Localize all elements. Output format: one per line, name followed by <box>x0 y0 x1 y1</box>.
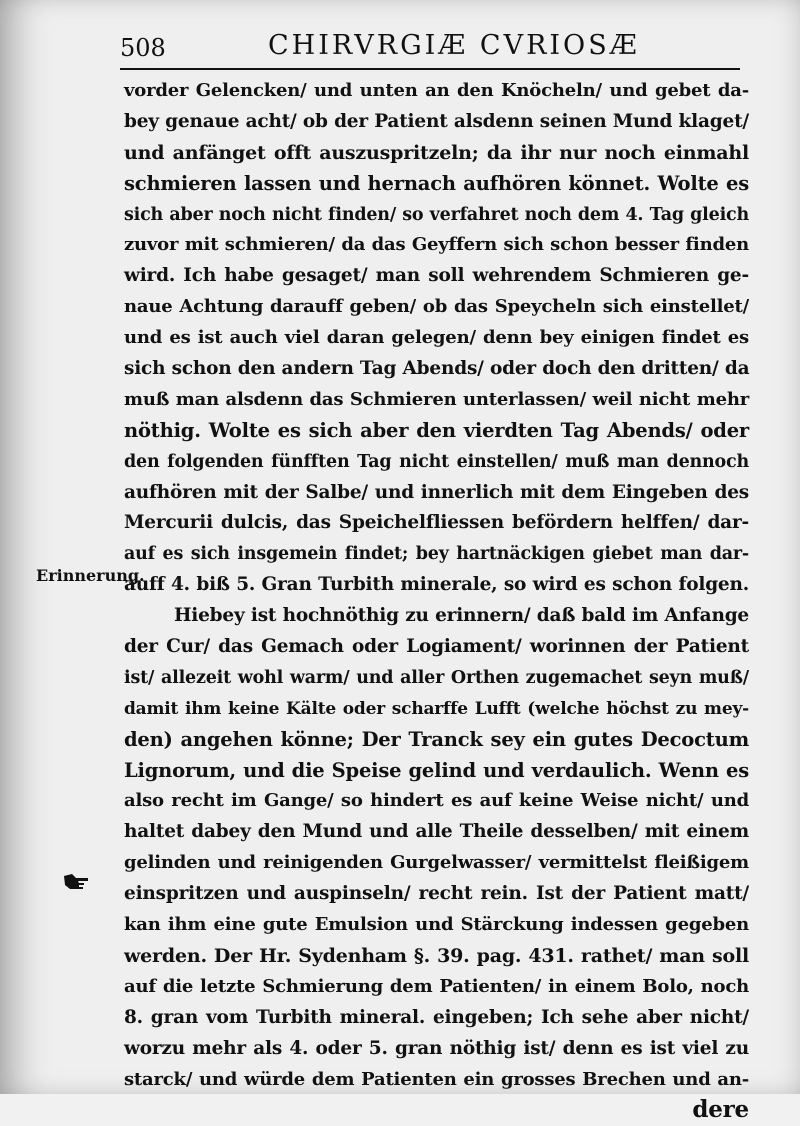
text-line: zuvor mit schmieren/ da das Geyffern sich schon besser finden <box>124 234 749 256</box>
text-line: 8. gran vom Turbith mineral. eingeben; Ich sehe aber nicht/ <box>124 1006 749 1028</box>
text-line: damit ihm keine Kälte oder scharffe Lufft (welche höchst zu mey- <box>124 698 749 719</box>
text-line: sich aber noch nicht finden/ so verfahret noch dem 4. Tag gleich <box>124 204 749 225</box>
text-line: ist/ allezeit wohl warm/ und aller Orthen zugemachet seyn muß/ <box>124 667 749 688</box>
margin-note: Erinnerung. <box>36 566 145 585</box>
text-line: sich schon den andern Tag Abends/ oder doch den dritten/ da <box>124 358 750 380</box>
text-line: schmieren lassen und hernach aufhören könnet. Wolte es <box>124 171 749 195</box>
text-line: werden. Der Hr. Sydenham §. 39. pag. 431. rathet/ man soll <box>124 944 749 967</box>
page-number: 508 <box>120 34 166 62</box>
body-text <box>124 76 749 1126</box>
text-line: Lignorum, und die Speise gelind und verdaulich. Wenn es <box>124 758 749 782</box>
text-line: muß man alsdenn das Schmieren unterlassen/ weil nicht mehr <box>124 388 749 410</box>
text-line: nöthig. Wolte es sich aber den vierdten Tag Abends/ oder <box>124 418 749 442</box>
text-line: naue Achtung darauff geben/ ob das Speycheln sich einstellet/ <box>124 296 749 318</box>
text-line: Hiebey ist hochnöthig zu erinnern/ daß bald im Anfange <box>174 605 749 627</box>
text-line: Mercurii dulcis, das Speichelfliessen befördern helffen/ dar- <box>124 512 749 534</box>
text-line: auf es sich insgemein findet; bey hartnäckigen giebet man dar- <box>124 544 749 565</box>
catchword: dere <box>692 1096 749 1124</box>
text-line: auff 4. biß 5. Gran Turbith minerale, so wird es schon folgen. <box>124 574 749 596</box>
text-line: haltet dabey den Mund und alle Theile desselben/ mit einem <box>124 821 749 843</box>
text-line: einspritzen und auspinseln/ recht rein. Ist der Patient matt/ <box>124 883 749 905</box>
header-rule <box>120 68 740 70</box>
text-line: worzu mehr als 4. oder 5. gran nöthig ist/ denn es ist viel zu <box>124 1037 749 1059</box>
text-line: der Cur/ das Gemach oder Logiament/ worinnen der Patient <box>124 636 749 658</box>
text-line: wird. Ich habe gesaget/ man soll wehrendem Schmieren ge- <box>124 265 749 287</box>
text-line: also recht im Gange/ so hindert es auf keine Weise nicht/ und <box>124 790 749 812</box>
text-line: und es ist auch viel daran gelegen/ denn bey einigen findet es <box>124 327 749 349</box>
text-line: kan ihm eine gute Emulsion und Stärckung indessen gegeben <box>124 914 749 936</box>
text-line: vorder Gelencken/ und unten an den Knöcheln/ und gebet da- <box>124 80 749 101</box>
text-line: auf die letzte Schmierung dem Patienten/ in einem Bolo, noch <box>124 975 749 997</box>
running-title: CHIRVRGIÆ CVRIOSÆ <box>268 30 640 61</box>
text-line: bey genaue acht/ ob der Patient alsdenn seinen Mund klaget/ <box>124 110 749 132</box>
text-line: und anfänget offt auszuspritzeln; da ihr nur noch einmahl <box>124 141 749 164</box>
text-line: starck/ und würde dem Patienten ein grosses Brechen und an- <box>124 1068 749 1090</box>
pointing-hand-icon <box>62 870 90 892</box>
text-line: den folgenden fünfften Tag nicht einstellen/ muß man dennoch <box>124 451 749 472</box>
text-line: aufhören mit der Salbe/ und innerlich mit dem Eingeben des <box>124 481 749 503</box>
text-line: gelinden und reinigenden Gurgelwasser/ vermittelst fleißigem <box>124 852 749 874</box>
text-line: den) angehen könne; Der Tranck sey ein gutes Decoctum <box>124 727 749 751</box>
